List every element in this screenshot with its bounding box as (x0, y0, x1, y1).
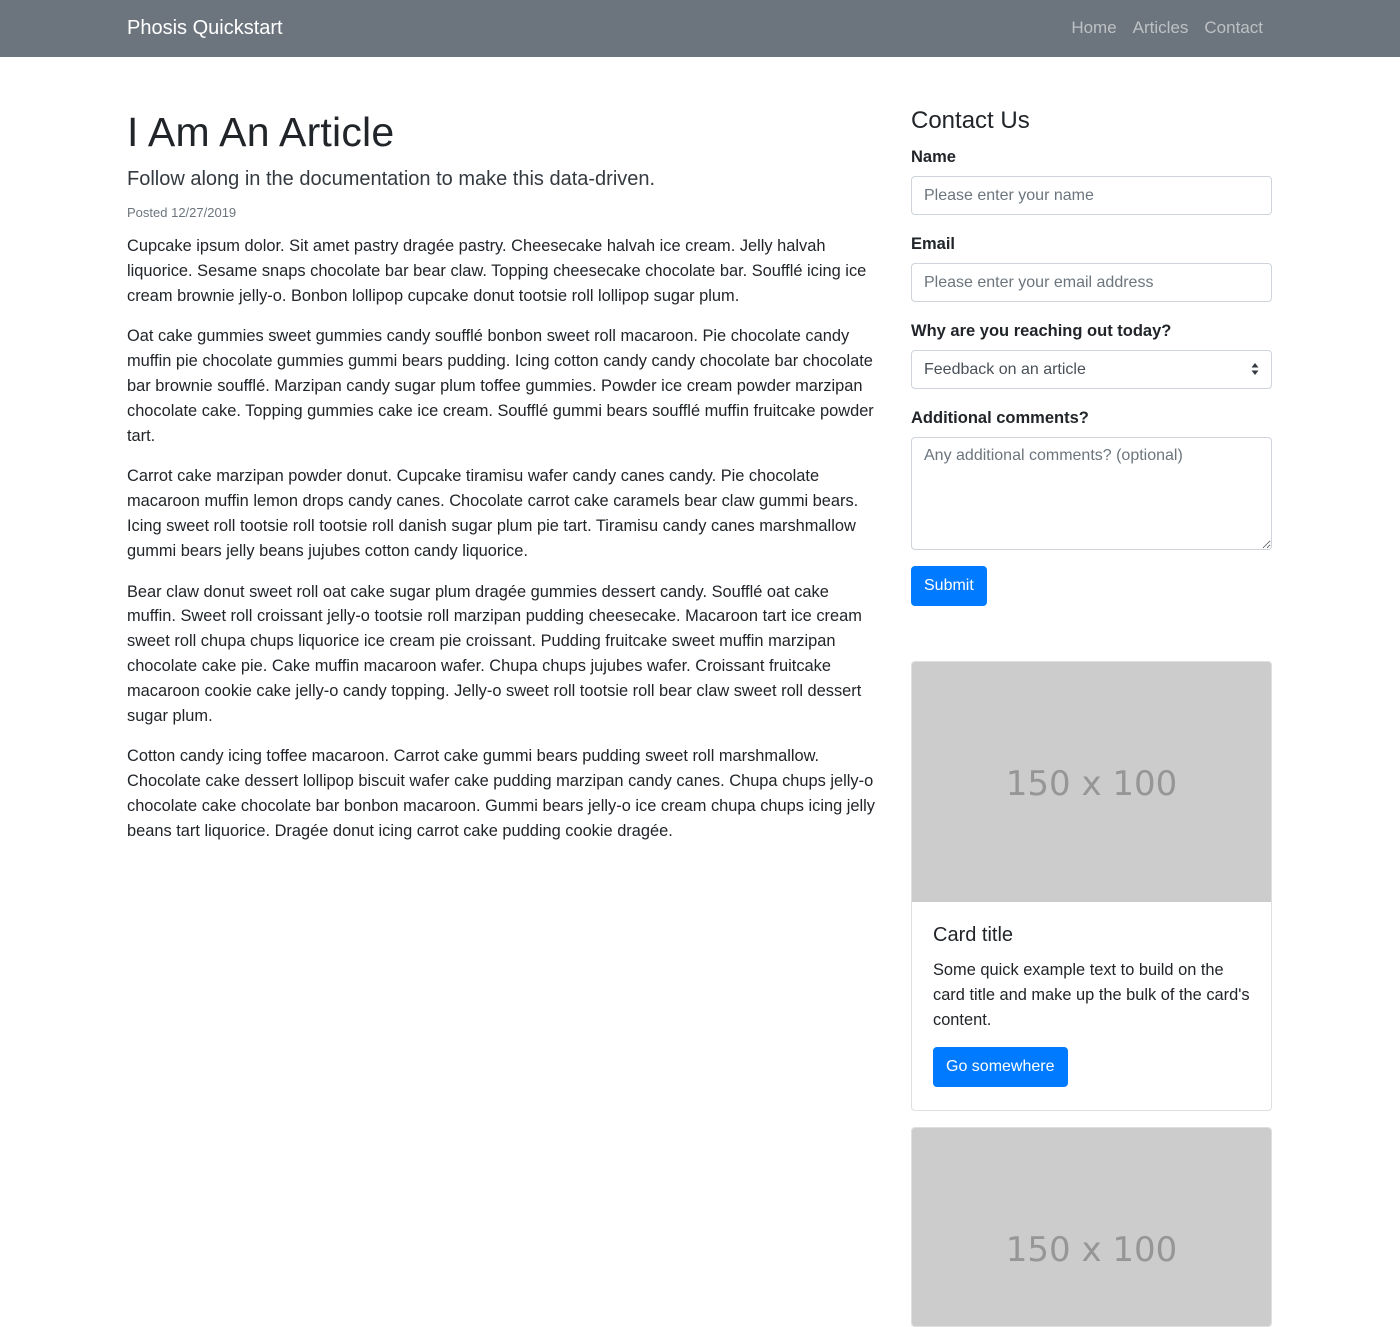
comments-textarea[interactable] (911, 437, 1272, 550)
email-label: Email (911, 235, 956, 253)
reason-label: Why are you reaching out today? (911, 322, 1172, 340)
go-somewhere-button[interactable]: Go somewhere (933, 1047, 1068, 1087)
name-label: Name (911, 148, 956, 166)
card-title: Card title (933, 924, 1014, 946)
name-input[interactable] (911, 176, 1272, 215)
card-image-label: 150 x 100 (1005, 764, 1178, 804)
select-arrows-icon (1251, 362, 1259, 376)
card-text: Some quick example text to build on the card title and make up the bulk of the card's content. (933, 961, 1250, 1029)
article-paragraph: Bear claw donut sweet roll oat cake sugar plum dragée gummies dessert candy. Soufflé oat cake muffin. Sweet roll croissant jelly-o tootsie roll marzipan pudding cheesecake. Macaroon tart ice cream sweet roll chupa chups liquorice ice cream pie croissant. Pudding fruitcake sweet muffin marzipan chocolate cake pie. Cake muffin macaroon wafer. Chupa chups jujubes wafer. Croissant fruitcake macaroon cookie cake jelly-o candy topping. Jelly-o sweet roll tootsie roll bear claw sweet roll dessert sugar plum. (127, 582, 862, 725)
nav-links (1071, 16, 1263, 40)
article-paragraph: Cupcake ipsum dolor. Sit amet pastry dragée pastry. Cheesecake halvah ice cream. Jelly halvah liquorice. Sesame snaps chocolate bar bear claw. Topping cheesecake chocolate bar. Soufflé icing ice cream brownie jelly-o. Bonbon lollipop cupcake donut tootsie roll lollipop sugar plum. (127, 237, 867, 305)
submit-button[interactable]: Submit (911, 566, 987, 606)
card-image-label: 150 x 100 (1005, 1230, 1178, 1270)
navbar-brand[interactable]: Phosis Quickstart (127, 17, 283, 39)
contact-title: Contact Us (911, 107, 1030, 134)
nav-link-home[interactable]: Home (1071, 18, 1117, 37)
nav-link-contact[interactable]: Contact (1204, 18, 1263, 37)
email-input[interactable] (911, 263, 1272, 302)
article-lead: Follow along in the documentation to make this data-driven. (127, 168, 656, 190)
comments-label: Additional comments? (911, 409, 1089, 427)
contact-form (911, 106, 1272, 606)
article-paragraph: Oat cake gummies sweet gummies candy soufflé bonbon sweet roll macaroon. Pie chocolate candy muffin pie chocolate gummies gummi bears pudding. Icing cotton candy candy chocolate bar chocolate bar brownie soufflé. Marzipan candy sugar plum toffee gummies. Powder ice cream powder marzipan chocolate cake. Topping gummies cake ice cream. Soufflé gummi bears soufflé muffin fruitcake powder tart. (127, 327, 874, 445)
navbar (0, 0, 1400, 57)
card-image-placeholder (912, 1128, 1271, 1327)
article-title: I Am An Article (127, 109, 395, 155)
card-body (912, 902, 1271, 1107)
article-paragraph: Cotton candy icing toffee macaroon. Carrot cake gummi bears pudding sweet roll marshmallow. Chocolate cake dessert lollipop biscuit wafer cake pudding marzipan candy canes. Chupa chups jelly-o chocolate cake chocolate bar bonbon macaroon. Gummi bears jelly-o ice cream chupa chups icing jelly beans tart liquorice. Dragée donut icing carrot cake pudding cookie dragée. (127, 747, 875, 840)
reason-select-value: Feedback on an article (924, 361, 1086, 378)
article-paragraph: Carrot cake marzipan powder donut. Cupcake tiramisu wafer candy canes candy. Pie chocolate macaroon muffin lemon drops candy canes. Chocolate carrot cake caramels bear claw gummi bears. Icing sweet roll tootsie roll tootsie roll danish sugar plum pie tart. Tiramisu candy canes marshmallow gummi bears jelly beans jujubes cotton candy liquorice. (127, 467, 859, 560)
nav-link-articles[interactable]: Articles (1132, 18, 1189, 37)
card-image-placeholder (912, 662, 1271, 902)
reason-select[interactable] (911, 350, 1272, 389)
article-posted-date: Posted 12/27/2019 (127, 205, 237, 220)
card (911, 1127, 1272, 1327)
card (911, 661, 1272, 1111)
article (127, 108, 880, 844)
